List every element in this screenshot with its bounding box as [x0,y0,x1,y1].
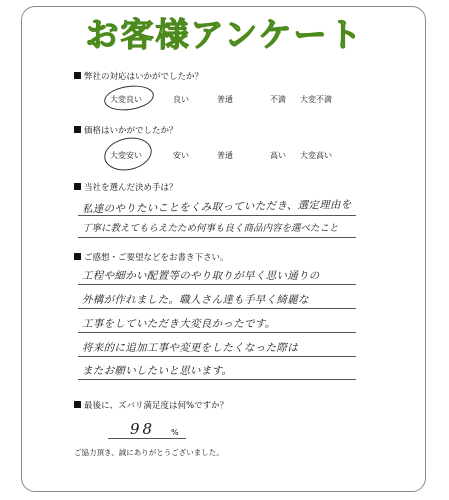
question-1-label: 弊社の対応はいかがでしたか？ [74,71,203,83]
satisfaction-unit: % [171,428,179,437]
bullet-square-icon [74,401,81,408]
answer-rule-line [78,332,356,333]
bullet-square-icon [74,72,81,79]
answer-rule-line [78,215,356,216]
question-3-label: 当社を選んだ決め手は？ [74,182,178,194]
answer-rule-line [78,356,356,357]
q4-answer-line-1: 工程や細かい配置等のやり取りが早く思い通りの [82,270,320,282]
satisfaction-value: 98 [130,420,156,438]
q2-option-1[interactable]: 大変安い [110,151,142,160]
q1-option-5[interactable]: 大変不満 [300,95,332,104]
question-4-label: ご感想・ご要望などをお書き下さい。 [74,252,229,264]
answer-rule-line [78,308,356,309]
q1-option-4[interactable]: 不満 [270,95,286,104]
q4-answer-line-3: 工事をしていただき大変良かったです。 [82,318,276,330]
q1-option-3[interactable]: 普通 [217,95,233,104]
bullet-square-icon [74,253,81,260]
q1-option-2[interactable]: 良い [173,95,189,104]
question-5-label: 最後に、ズバリ満足度は何%ですか？ [74,400,228,412]
q3-answer-line-2: 丁寧に教えてもらえたため何事も良く商品内容を選べたこと [82,223,339,234]
q2-option-3[interactable]: 普通 [217,151,233,160]
answer-rule-line [78,284,356,285]
answer-rule-line [78,379,356,380]
q1-option-1[interactable]: 大変良い [110,95,142,104]
q2-option-4[interactable]: 高い [270,151,286,160]
answer-rule-line [78,237,356,238]
satisfaction-rule-line [108,438,186,439]
q4-answer-line-5: またお願いしたいと思います。 [82,365,233,377]
q4-answer-line-4: 将来的に追加工事や変更をしたくなった際は [82,342,298,354]
q4-answer-line-2: 外構が作れました。職人さん達も手早く綺麗な [82,294,309,306]
q2-option-5[interactable]: 大変高い [300,151,332,160]
q2-option-2[interactable]: 安い [173,151,189,160]
bullet-square-icon [74,183,81,190]
footer-thanks: ご協力頂き、誠にありがとうございました。 [74,448,224,457]
q3-answer-line-1: 私達のやりたいことをくみ取っていただき、選定理由を [81,198,352,216]
bullet-square-icon [74,126,81,133]
survey-title: お客様アンケート [85,15,364,54]
question-2-label: 価格はいかがでしたか？ [74,125,178,137]
